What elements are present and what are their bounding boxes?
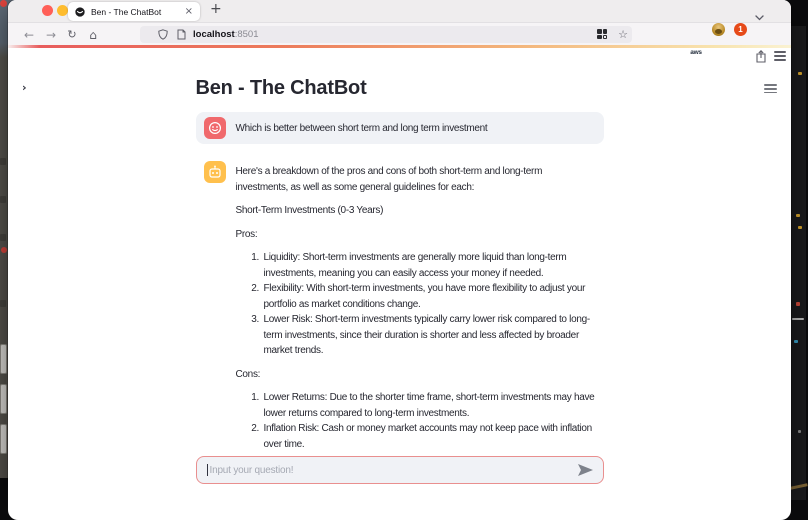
user-chat-message bbox=[196, 112, 604, 144]
pros-list bbox=[236, 250, 596, 359]
browser-tab-bar bbox=[8, 0, 791, 22]
background-traffic-light-icon bbox=[0, 0, 7, 7]
chat-input-placeholder: Input your question! bbox=[209, 464, 294, 476]
section-heading: Short-Term Investments (0-3 Years) bbox=[235, 205, 384, 216]
background-button bbox=[0, 424, 7, 454]
main-content bbox=[195, 75, 604, 450]
tab-close-icon[interactable]: × bbox=[184, 6, 193, 17]
streamlit-menu-icon[interactable] bbox=[764, 84, 777, 93]
url-host: localhost bbox=[193, 29, 235, 40]
browser-window bbox=[8, 0, 791, 493]
chat-message-list bbox=[196, 112, 604, 450]
assistant-intro: Here's a breakdown of the pros and cons of both short-term and long-term investments, as well as some general guidelines for each: bbox=[235, 166, 543, 193]
background-button bbox=[0, 384, 7, 414]
chat-input[interactable] bbox=[196, 456, 604, 484]
list-item: 2. Inflation Risk: Cash or money market accounts may not keep pace with inflation over time. bbox=[262, 421, 596, 452]
pros-label: Pros: bbox=[235, 228, 258, 240]
extension-monkey-icon[interactable] bbox=[712, 23, 725, 36]
reload-button[interactable]: ↻ bbox=[67, 28, 77, 41]
list-item: 3. Lower Risk: Short-term investments typically carry lower risk compared to long-term investments, since their duration is shorter and less affected by broader market trends. bbox=[262, 312, 596, 359]
page-info-icon[interactable] bbox=[177, 29, 186, 40]
extension-save-icon[interactable] bbox=[755, 50, 767, 68]
forward-button[interactable]: → bbox=[45, 27, 57, 42]
url-port: :8501 bbox=[234, 29, 259, 40]
assistant-avatar-icon bbox=[204, 161, 226, 183]
streamlit-decoration-bar bbox=[8, 45, 791, 48]
browser-menu-icon[interactable] bbox=[774, 51, 786, 61]
sidebar-expand-chevron-icon[interactable]: › bbox=[22, 81, 27, 94]
background-window-right-sliver bbox=[790, 26, 806, 500]
list-item: 1. Liquidity: Short-term investments are generally more liquid than long-term investments, meaning you can easily access your money if needed. bbox=[262, 250, 596, 281]
assistant-message-text bbox=[236, 161, 596, 460]
tab-title: Ben - The ChatBot bbox=[91, 6, 162, 17]
user-avatar-icon bbox=[204, 117, 226, 139]
list-item: 2. Flexibility: With short-term investments, you have more flexibility to adjust your portfolio as market conditions change. bbox=[262, 281, 596, 312]
background-button bbox=[0, 344, 7, 374]
cons-label: Cons: bbox=[235, 368, 261, 380]
browser-tab[interactable] bbox=[68, 2, 200, 21]
back-button[interactable]: ← bbox=[23, 27, 35, 42]
background-red-dot-icon bbox=[1, 247, 7, 253]
send-button[interactable] bbox=[578, 464, 593, 476]
new-tab-button[interactable]: + bbox=[210, 1, 222, 17]
browser-toolbar bbox=[8, 22, 791, 56]
user-message-text: Which is better between short term and long term investment bbox=[235, 123, 488, 134]
site-favicon-icon bbox=[75, 7, 85, 17]
address-bar[interactable] bbox=[140, 26, 632, 43]
window-minimize-button[interactable] bbox=[57, 5, 68, 16]
home-button[interactable]: ⌂ bbox=[89, 27, 97, 42]
page-title: Ben - The ChatBot bbox=[195, 77, 367, 99]
list-item: 1. Lower Returns: Due to the shorter time frame, short-term investments may have lower returns compared to long-term investments. bbox=[262, 390, 596, 421]
text-caret bbox=[207, 464, 208, 476]
streamlit-app bbox=[8, 75, 791, 520]
bookmark-star-icon[interactable]: ☆ bbox=[618, 28, 628, 41]
tracking-shield-icon[interactable] bbox=[158, 29, 168, 40]
cons-list bbox=[236, 390, 596, 452]
send-arrow-icon bbox=[578, 464, 593, 476]
extension-aws-icon[interactable]: aws bbox=[690, 49, 702, 56]
assistant-chat-message bbox=[196, 156, 604, 465]
apps-grid-icon[interactable] bbox=[597, 29, 608, 40]
extension-badge-icon[interactable]: 1 bbox=[734, 23, 747, 36]
window-close-button[interactable] bbox=[42, 5, 53, 16]
